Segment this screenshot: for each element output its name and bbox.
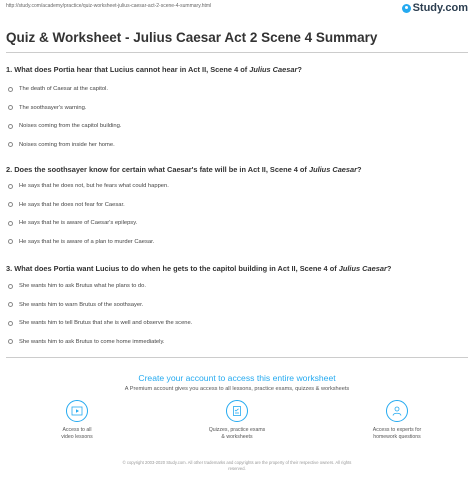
feature-quizzes [187, 400, 287, 441]
premium-features [0, 400, 474, 441]
radio-icon[interactable] [8, 184, 13, 189]
feature-label: Access to all video lessons [61, 427, 93, 440]
answer-text: He says that he is aware of Caesar's epilepsy. [19, 220, 138, 227]
question-3-italic: Julius Caesar [338, 264, 387, 273]
page-title: Quiz & Worksheet - Julius Caesar Act 2 Scene 4 Summary [6, 30, 378, 45]
answer-text: She wants him to ask Brutus what he plans to do. [19, 283, 146, 290]
answer-option[interactable] [8, 214, 169, 233]
answer-option[interactable] [8, 233, 169, 252]
answer-text: The death of Caesar at the capitol. [19, 86, 108, 93]
question-2-end: ? [357, 165, 362, 174]
answer-option[interactable] [8, 296, 192, 315]
premium-description: A Premium account gives you access to all lessons, practice exams, quizzes & worksheets [124, 386, 350, 392]
radio-icon[interactable] [8, 124, 13, 129]
page-url: http://study.com/academy/practice/quiz-worksheet-julius-caesar-act-2-scene-4-summary.html [6, 3, 212, 9]
radio-icon[interactable] [8, 284, 13, 289]
create-account-link[interactable]: Create your account to access this entire worksheet [138, 373, 336, 383]
study-logo[interactable] [402, 2, 468, 14]
question-1-end: ? [297, 65, 302, 74]
answer-text: Noises coming from inside her home. [19, 141, 115, 148]
feature-label: Access to experts for homework questions [372, 427, 422, 440]
question-1-italic: Julius Caesar [249, 65, 298, 74]
radio-icon[interactable] [8, 142, 13, 147]
answer-text: He says that he does not fear for Caesar. [19, 201, 125, 208]
answer-option[interactable] [8, 314, 192, 333]
radio-icon[interactable] [8, 87, 13, 92]
answer-option[interactable] [8, 136, 121, 155]
answer-option[interactable] [8, 80, 121, 99]
radio-icon[interactable] [8, 105, 13, 110]
question-1-text: 1. What does Portia hear that Lucius cannot hear in Act II, Scene 4 of [6, 65, 250, 74]
answer-option[interactable] [8, 277, 192, 296]
feature-label: Quizzes, practice exams & worksheets [208, 427, 266, 440]
quiz-icon [226, 400, 248, 422]
question-3-text: 3. What does Portia want Lucius to do when he gets to the capitol building in Act II, Scene 4 of [6, 264, 339, 273]
question-3-options [8, 277, 192, 351]
answer-text: He says that he does not, but he fears what could happen. [19, 183, 169, 190]
radio-icon[interactable] [8, 302, 13, 307]
answer-text: He says that he is aware of a plan to murder Caesar. [19, 238, 155, 245]
answer-text: She wants him to ask Brutus to come home immediately. [19, 338, 165, 345]
radio-icon[interactable] [8, 321, 13, 326]
question-1-options [8, 80, 121, 154]
logo-icon [402, 4, 411, 13]
question-1 [6, 65, 302, 74]
questions-divider [6, 357, 468, 358]
radio-icon[interactable] [8, 339, 13, 344]
logo-text: Study.com [412, 2, 468, 14]
question-2-italic: Julius Caesar [308, 165, 358, 174]
question-2-options [8, 177, 169, 251]
feature-experts [347, 400, 447, 441]
video-icon [66, 400, 88, 422]
title-divider [6, 52, 468, 53]
answer-text: The soothsayer's warning. [19, 104, 87, 111]
answer-text: She wants him to tell Brutus that she is well and observe the scene. [19, 320, 193, 327]
copyright-notice: © copyright 2003-2020 Study.com. All other trademarks and copyrights are the property of their respective owners. All rights reserved. [122, 460, 352, 471]
question-2-text: 2. Does the soothsayer know for certain what Caesar's fate will be in Act II, Scene 4 of [6, 165, 309, 174]
answer-text: Noises coming from the capitol building. [19, 123, 122, 130]
question-3-end: ? [386, 264, 392, 273]
radio-icon[interactable] [8, 221, 13, 226]
feature-video-lessons [27, 400, 127, 441]
question-3 [6, 264, 391, 273]
answer-option[interactable] [8, 196, 169, 215]
answer-option[interactable] [8, 117, 121, 136]
answer-text: She wants him to warn Brutus of the soothsayer. [19, 301, 144, 308]
answer-option[interactable] [8, 99, 121, 118]
answer-option[interactable] [8, 177, 169, 196]
expert-icon [386, 400, 408, 422]
radio-icon[interactable] [8, 202, 13, 207]
radio-icon[interactable] [8, 239, 13, 244]
answer-option[interactable] [8, 333, 192, 352]
question-2 [6, 165, 362, 174]
